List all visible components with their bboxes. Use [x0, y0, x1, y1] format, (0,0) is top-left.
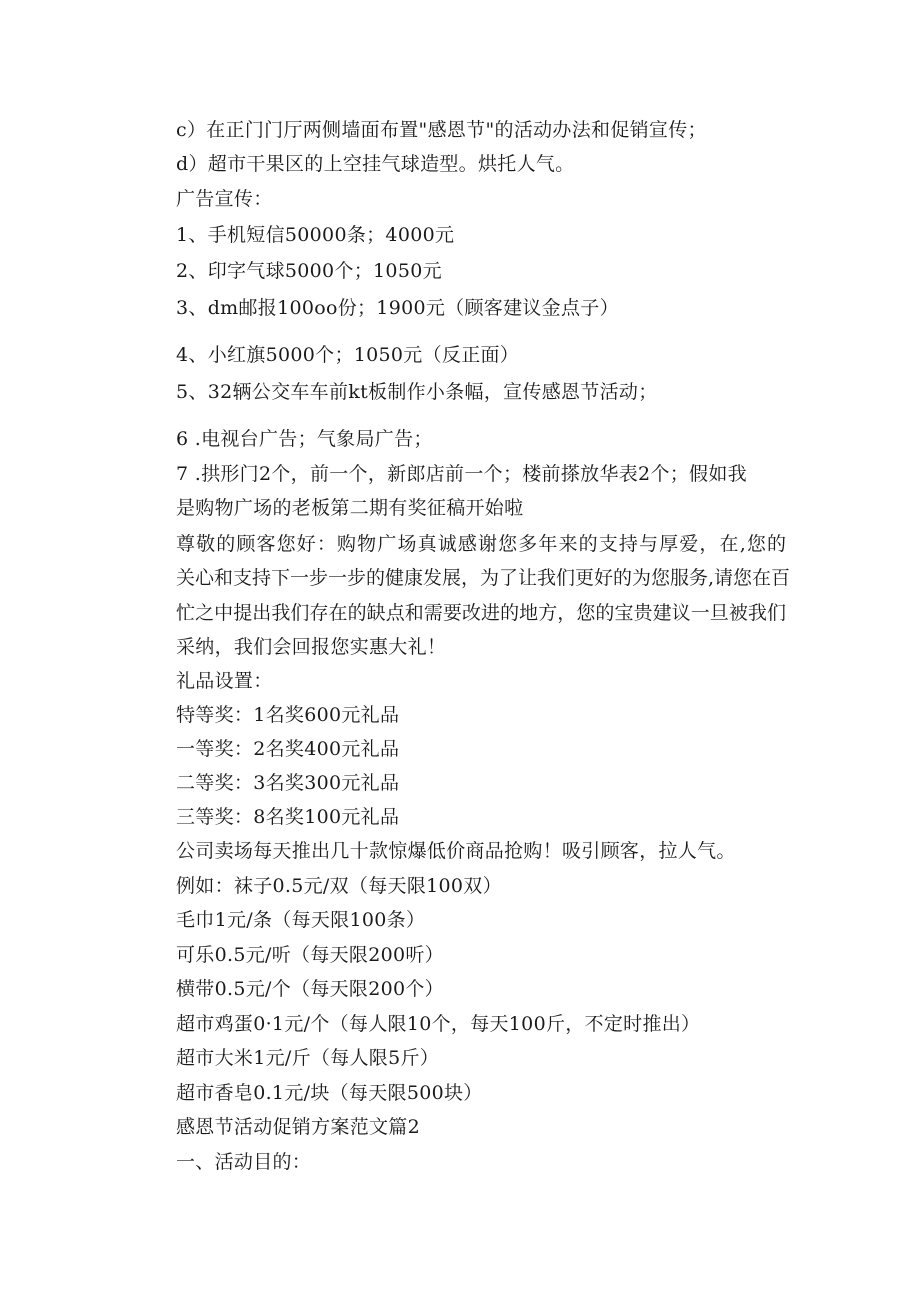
line-deal-rice: 超市大米1元/斤（每人限5斤） [176, 1047, 440, 1069]
line-balloon-decor: d）超市干果区的上空挂气球造型。烘托人气。 [176, 153, 575, 175]
line-ad-bus: 5、32辆公交车车前kt板制作小条幅，宣传感恩节活动； [176, 381, 658, 403]
line-activity-purpose: 一、活动目的： [176, 1151, 312, 1173]
paragraph-line-4: 采纳，我们会回报您实惠大礼！ [176, 636, 447, 658]
line-deal-socks: 例如：袜子0.5元/双（每天限100双） [176, 875, 502, 897]
line-deal-eggs: 超市鸡蛋0·1元/个（每人限10个，每天100斤，不定时推出） [176, 1013, 701, 1035]
line-gift-third: 三等奖：8名奖100元礼品 [176, 806, 400, 828]
line-deal-towel: 毛巾1元/条（每天限100条） [176, 909, 426, 931]
line-gift-first: 一等奖：2名奖400元礼品 [176, 738, 400, 760]
line-gift-special: 特等奖：1名奖600元礼品 [176, 704, 400, 726]
line-deal-belt: 横带0.5元/个（每天限200个） [176, 978, 444, 1000]
paragraph-line-1: 尊敬的顾客您好：购物广场真诚感谢您多年来的支持与厚爱，在,您的 [176, 533, 786, 555]
line-ad-sms: 1、手机短信50000条；4000元 [176, 224, 455, 246]
line-ad-balloons: 2、印字气球5000个；1050元 [176, 260, 442, 282]
line-ad-heading: 广告宣传： [176, 188, 273, 210]
line-deal-soap: 超市香皂0.1元/块（每天限500块） [176, 1082, 483, 1104]
line-gift-heading: 礼品设置： [176, 670, 273, 692]
line-ad-arches: 7 .拱形门2个，前一个，新郎店前一个；楼前搽放华表2个；假如我 [176, 463, 747, 485]
line-gift-second: 二等奖：3名奖300元礼品 [176, 772, 400, 794]
line-ad-dm: 3、dm邮报100oo份；1900元（顾客建议金点子） [176, 297, 619, 319]
line-ad-flags: 4、小红旗5000个；1050元（反正面） [176, 344, 520, 366]
line-ad-tv: 6 .电视台广告；气象局广告； [176, 428, 433, 450]
line-deal-cola: 可乐0.5元/听（每天限200听） [176, 944, 444, 966]
line-contest-title: 是购物广场的老板第二期有奖征稿开始啦 [176, 497, 524, 519]
paragraph-line-2: 关心和支持下一步一步的健康发展，为了让我们更好的为您服务,请您在百 [176, 567, 791, 589]
paragraph-line-3: 忙之中提出我们存在的缺点和需要改进的地方，您的宝贵建议一旦被我们 [176, 602, 786, 624]
line-entrance-wall: c）在正门门厅两侧墙面布置"感恩节"的活动办法和促销宣传； [176, 119, 707, 141]
line-deals-intro: 公司卖场每天推出几十款惊爆低价商品抢购！吸引顾客，拉人气。 [176, 840, 736, 862]
line-section-title: 感恩节活动促销方案范文篇2 [176, 1116, 420, 1138]
